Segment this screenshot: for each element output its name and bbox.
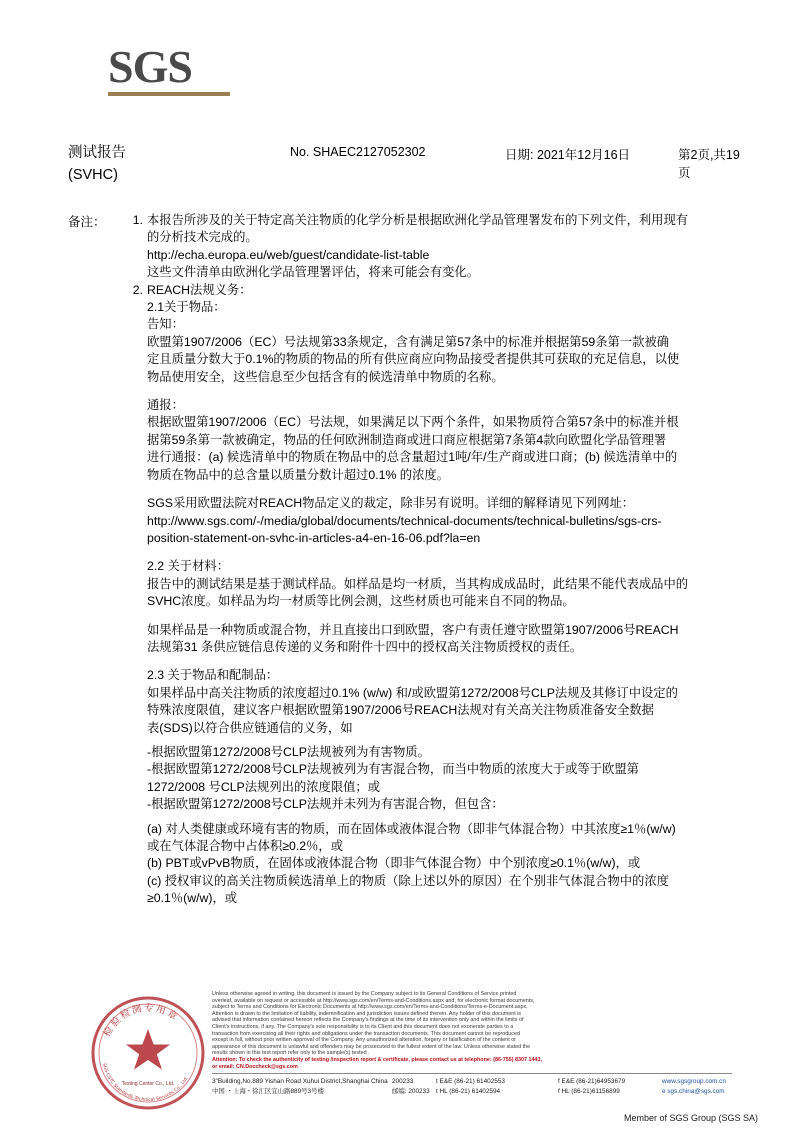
text-line: -根据欧盟第1272/2008号CLP法规被列为有害物质。 <box>147 744 430 759</box>
address-zip-en: 200233 <box>392 1078 414 1085</box>
legal-line: subject to Terms and Conditions for Electronic Documents at http://www.sgs.com/en/Terms-and-Conditions/Terms-e-Document.aspx. <box>212 1004 528 1011</box>
sgs-logo-text: SGS <box>108 41 192 92</box>
text-line: 进行通报：(a) 候选清单中的物质在物品中的总含量超过1吨/年/生产商或进口商；(b) 候选清单中的 <box>147 450 678 465</box>
section-2-3 <box>147 667 745 907</box>
text-line: 据第59条第一款被确定，物品的任何欧洲制造商或进口商应根据第7条第4款向欧盟化学品管理署 <box>147 432 667 447</box>
sgs-logo <box>108 41 230 96</box>
subsection-label: 通报： <box>147 398 184 413</box>
text-line: (a) 对人类健康或环境有害的物质，而在固体或液体混合物（即非气体混合物）中其浓度≥1％(w/w) <box>147 821 676 836</box>
spacer <box>147 737 745 744</box>
legal-line: transaction from exercising all their rights and obligations under the transaction documents. This document cannot be reproduced <box>212 1030 520 1037</box>
report-date: 日期: 2021年12月16日 <box>505 148 631 162</box>
page-title <box>68 142 126 186</box>
address-street-en: 3"Building,No.889 Yishan Road Xuhui District,Shanghai China <box>212 1078 388 1085</box>
sgs-logo-rule <box>108 92 230 96</box>
subsection-label: 告知： <box>147 317 184 332</box>
spacer <box>147 814 745 821</box>
list-item <box>125 282 745 908</box>
position-statement-url[interactable]: http://www.sgs.com/-/media/global/documents/technical-documents/technical-bulletins/sgs-crs- <box>147 513 662 528</box>
item-number: 2. <box>132 282 143 297</box>
text-line: 报告中的测试结果是基于测试样品。如样品是均一材质，当其构成成品时，此结果不能代表成品中的 <box>147 576 689 591</box>
text-line: 表(SDS)以符合供应链通信的义务，如 <box>147 720 353 735</box>
text-line: 特殊浓度限值，建议客户根据欧盟第1907/2006号REACH法规对有关高关注物质准备安全数据 <box>147 703 654 718</box>
text-line: 法规第31 条供应链信息传递的义务和附件十四中的授权高关注物质授权的责任。 <box>147 639 583 654</box>
footer-divider <box>212 1073 732 1074</box>
item-text-line: 的分析技术完成的。 <box>147 230 258 245</box>
page-footer <box>0 985 800 1131</box>
footer-address <box>212 1077 752 1097</box>
footer-legal-text <box>212 991 732 1070</box>
text-line: 物品使用安全，这些信息至少包括含有的候选清单中物质的名称。 <box>147 369 504 384</box>
spacer <box>147 386 745 397</box>
item-number: 1. <box>132 213 143 227</box>
spacer <box>147 547 745 558</box>
address-email[interactable]: e sgs.china@sgs.com <box>662 1088 725 1095</box>
page-title-line1: 测试报告 <box>68 145 126 161</box>
subsection-report <box>147 397 745 484</box>
position-statement-url-cont[interactable]: position-statement-on-svhc-in-articles-a4-en-16-06.pdf?la=en <box>147 530 481 545</box>
candidate-list-url[interactable]: http://echa.europa.eu/web/guest/candidate-list-table <box>147 247 430 262</box>
spacer <box>147 611 745 622</box>
text-line: SVHC浓度。如样品为均一材质等比例会测，这些材质也可能来自不同的物品。 <box>147 594 575 609</box>
report-body <box>125 212 745 908</box>
spacer <box>147 484 745 495</box>
text-line: (c) 授权审议的高关注物质候选清单上的物质（除上述以外的原因）在个别非气体混合物中的浓度 <box>147 873 669 888</box>
attention-line: Attention: To check the authenticity of testing /inspection report & certificate, please contact us at telephone: (86-755) 8307 1443, <box>212 1056 543 1063</box>
company-seal-stamp <box>88 993 208 1113</box>
item-text-line: 本报告所涉及的关于特定高关注物质的化学分析是根据欧洲化学品管理署发布的下列文件，利用现有 <box>147 213 689 227</box>
svg-text:检验检测专用章: 检验检测专用章 <box>101 1002 181 1039</box>
address-row <box>212 1077 752 1087</box>
page-title-line2: (SVHC) <box>68 167 118 183</box>
legal-line: except in full, without prior written approval of the Company. Any unauthorized alteration, forgery or falsification of the content or <box>212 1037 517 1044</box>
text-line: -根据欧盟第1272/2008号CLP法规被列为有害混合物，而当中物质的浓度大于或等于欧盟第 <box>147 762 639 777</box>
member-note: Member of SGS Group (SGS SA) <box>623 1113 758 1123</box>
legal-line: overleaf, available on request or accessible at http://www.sgs.com/en/Terms-and-Conditions.aspx and, for electronic format documents, <box>212 997 535 1004</box>
list-item <box>125 212 745 282</box>
address-row <box>212 1087 752 1097</box>
section-title: 2.3 关于物品和配制品： <box>147 668 279 683</box>
text-line: 定且质量分数大于0.1%的物质的物品的所有供应商应向物品接受者提供其可获取的充足信息，以使 <box>147 352 680 367</box>
legal-line: results shown in this test report refer only to the sample(s) tested . <box>212 1050 370 1057</box>
item-heading: REACH法规义务： <box>147 282 252 297</box>
remark-label: 备注： <box>68 215 106 229</box>
report-number: No. SHAEC2127052302 <box>290 145 426 159</box>
legal-line: Attention is drawn to the limitation of liability, indemnification and jurisdiction issues defined therein. Any holder of this document is <box>212 1010 522 1017</box>
subsection-notify <box>147 316 745 386</box>
section-title: 2.2 关于材料： <box>147 559 229 574</box>
address-phone-2: t HL (86-21) 61402594 <box>436 1088 501 1095</box>
text-line: SGS采用欧盟法院对REACH物品定义的裁定，除非另有说明。详细的解释请见下列网址： <box>147 496 635 511</box>
address-zip-cn: 邮编: 200233 <box>392 1088 430 1095</box>
address-website[interactable]: www.sgsgroup.com.cn <box>662 1078 726 1085</box>
legal-line: advised that information contained hereon reflects the Company's findings at the time of its intervention only and within the limits of <box>212 1017 524 1024</box>
text-line: 根据欧盟第1907/2006（EC）号法规，如果满足以下两个条件，如果物质符合第57条中的标准并根 <box>147 415 679 430</box>
legal-line: Client's instructions, if any. The Company's sole responsibility is to its Client and this document does not exonerate parties to a <box>212 1023 514 1030</box>
seal-inner-line: Testing Center Co., Ltd. <box>121 1081 175 1087</box>
text-line: 如果样品中高关注物质的浓度超过0.1% (w/w) 和/或欧盟第1272/2008号CLP法规及其修订中设定的 <box>147 685 678 700</box>
text-line: 欧盟第1907/2006（EC）号法规第33条规定，含有满足第57条中的标准并根据第59条第一款被确 <box>147 334 670 349</box>
seal-inner-text <box>78 1081 218 1088</box>
section-2-1 <box>147 299 745 547</box>
text-line: 1272/2008 号CLP法规列出的浓度限值；或 <box>147 779 381 794</box>
text-line: ≥0.1％(w/w)，或 <box>147 891 238 906</box>
legal-line: appearance of this document is unlawful and offenders may be prosecuted to the fullest extent of the law. Unless otherwise stated the <box>212 1043 531 1050</box>
attention-line-email[interactable]: or email: CN.Doccheck@sgs.com <box>212 1063 298 1070</box>
address-fax-2: f HL (86-21)61156899 <box>558 1088 620 1095</box>
text-line: 或在气体混合物中占体积≥0.2％，或 <box>147 839 344 853</box>
text-line: -根据欧盟第1272/2008号CLP法规并未列为有害混合物，但包含： <box>147 797 504 812</box>
subsection-court-ruling <box>147 495 745 547</box>
item-text-line: 这些文件清单由欧洲化学品管理署评估，将来可能会有变化。 <box>147 265 480 280</box>
section-2-2 <box>147 558 745 656</box>
text-line: (b) PBT或vPvB物质，在固体或液体混合物（即非气体混合物）中个别浓度≥0.1％(w/w)，或 <box>147 856 641 871</box>
page-indicator: 第2页,共19页 <box>678 148 740 180</box>
address-fax-1: f E&E (86-21)64953679 <box>558 1078 626 1085</box>
spacer <box>147 656 745 667</box>
legal-line: Unless otherwise agreed in writing, this document is issued by the Company subject to its General Conditions of Service printed <box>212 991 517 997</box>
svg-text:SGS-CSTC Standards Technical S: SGS-CSTC Standards Technical Services Co., Ltd. <box>100 1062 190 1103</box>
address-phone-1: t E&E (86-21) 61402553 <box>436 1078 505 1085</box>
text-line: 物质在物品中的总含量以质量分数计超过0.1% 的浓度。 <box>147 467 449 482</box>
text-line: 如果样品是一种物质或混合物，并且直接出口到欧盟，客户有责任遵守欧盟第1907/2006号REACH <box>147 622 679 637</box>
section-title: 2.1关于物品： <box>147 300 226 315</box>
address-street-cn: 中国 ・上海・徐汇区宜山路889号3号楼 <box>212 1088 324 1095</box>
